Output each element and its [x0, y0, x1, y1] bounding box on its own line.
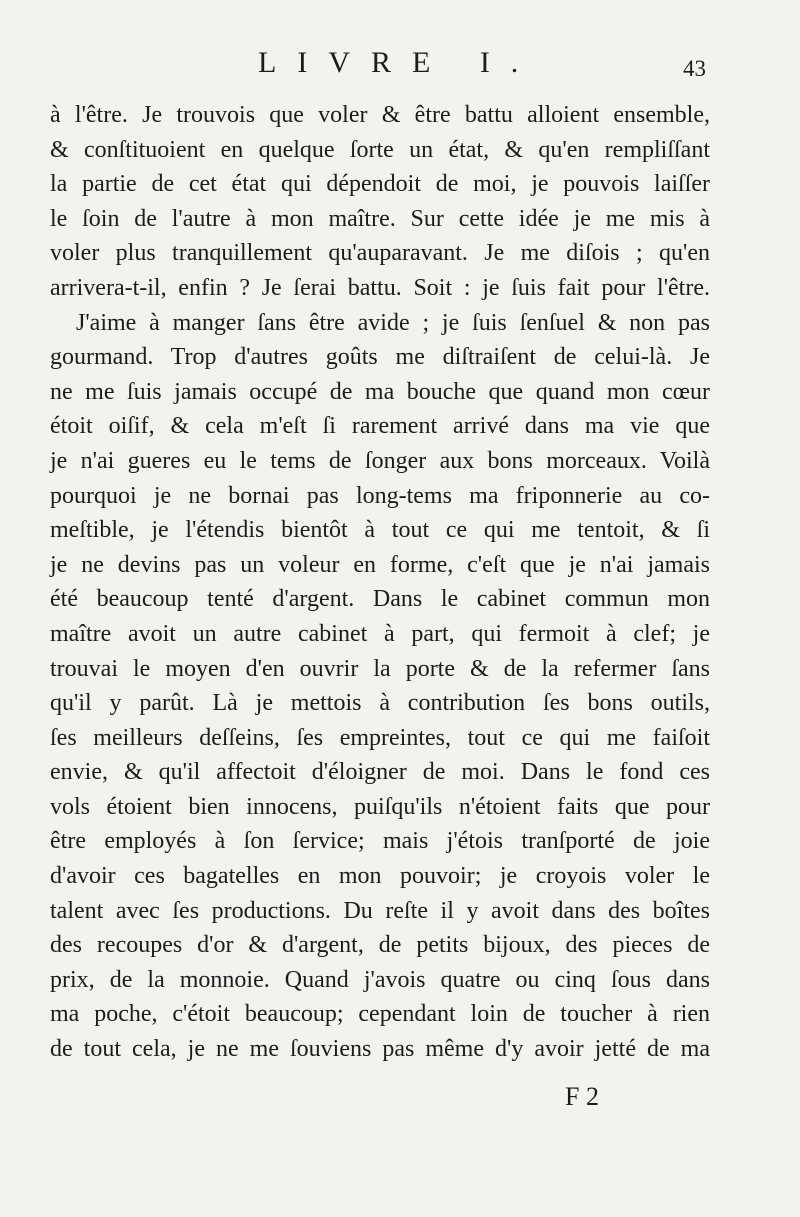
text-line: être employés à ſon ſervice; mais j'étois tranſporté de joie [50, 828, 710, 855]
body-text [50, 98, 710, 1067]
text-line: envie, & qu'il affectoit d'éloigner de moi. Dans le fond ces [50, 759, 710, 786]
text-line: je ne devins pas un voleur en forme, c'eſt que je n'ai jamais [50, 551, 710, 578]
text-line: je n'ai gueres eu le tems de ſonger aux bons morceaux. Voilà [50, 447, 710, 474]
text-line: prix, de la monnoie. Quand j'avois quatre ou cinq ſous dans [50, 966, 710, 993]
text-line: meſtible, je l'étendis bientôt à tout ce qui me tentoit, & ſi [50, 517, 710, 544]
text-line: & conſtituoient en quelque ſorte un état, & qu'en rempliſſant [50, 136, 710, 163]
text-line: arrivera-t-il, enfin ? Je ſerai battu. Soit : je ſuis fait pour l'être. [50, 274, 710, 301]
text-line: vols étoient bien innocens, puiſqu'ils n'étoient faits que pour [50, 793, 710, 820]
text-line: des recoupes d'or & d'argent, de petits bijoux, des pieces de [50, 932, 710, 959]
text-line: ma poche, c'étoit beaucoup; cependant loin de toucher à rien [50, 1001, 710, 1028]
text-line: de tout cela, je ne me ſouviens pas même d'y avoir jetté de ma [50, 1036, 710, 1063]
text-line: ne me ſuis jamais occupé de ma bouche que quand mon cœur [50, 378, 710, 405]
text-line: maître avoit un autre cabinet à part, qui fermoit à clef; je [50, 620, 710, 647]
text-line: pourquoi je ne bornai pas long-tems ma friponnerie au co- [50, 482, 710, 509]
running-head: LIVRE I. [258, 46, 540, 79]
text-line: la partie de cet état qui dépendoit de moi, je pouvois laiſſer [50, 171, 710, 198]
text-line: talent avec ſes productions. Du reſte il y avoit dans des boîtes [50, 897, 710, 924]
page-number: 43 [683, 56, 706, 81]
text-line: ſes meilleurs deſſeins, ſes empreintes, tout ce qui me faiſoit [50, 724, 710, 751]
text-line: été beaucoup tenté d'argent. Dans le cabinet commun mon [50, 586, 710, 613]
text-line: trouvai le moyen d'en ouvrir la porte & de la refermer ſans [50, 655, 710, 682]
text-line: le ſoin de l'autre à mon maître. Sur cette idée je me mis à [50, 205, 710, 232]
signature-mark: F 2 [565, 1082, 599, 1111]
text-line: gourmand. Trop d'autres goûts me diſtraiſent de celui-là. Je [50, 344, 710, 371]
text-line: à l'être. Je trouvois que voler & être battu alloient ensemble, [50, 102, 710, 128]
text-line: voler plus tranquillement qu'auparavant. Je me diſois ; qu'en [50, 240, 710, 267]
text-line: d'avoir ces bagatelles en mon pouvoir; je croyois voler le [50, 863, 710, 890]
text-line: qu'il y parût. Là je mettois à contribution ſes bons outils, [50, 690, 710, 717]
text-line: J'aime à manger ſans être avide ; je ſuis ſenſuel & non pas [76, 309, 710, 336]
text-line: étoit oiſif, & cela m'eſt ſi rarement arrivé dans ma vie que [50, 413, 710, 440]
